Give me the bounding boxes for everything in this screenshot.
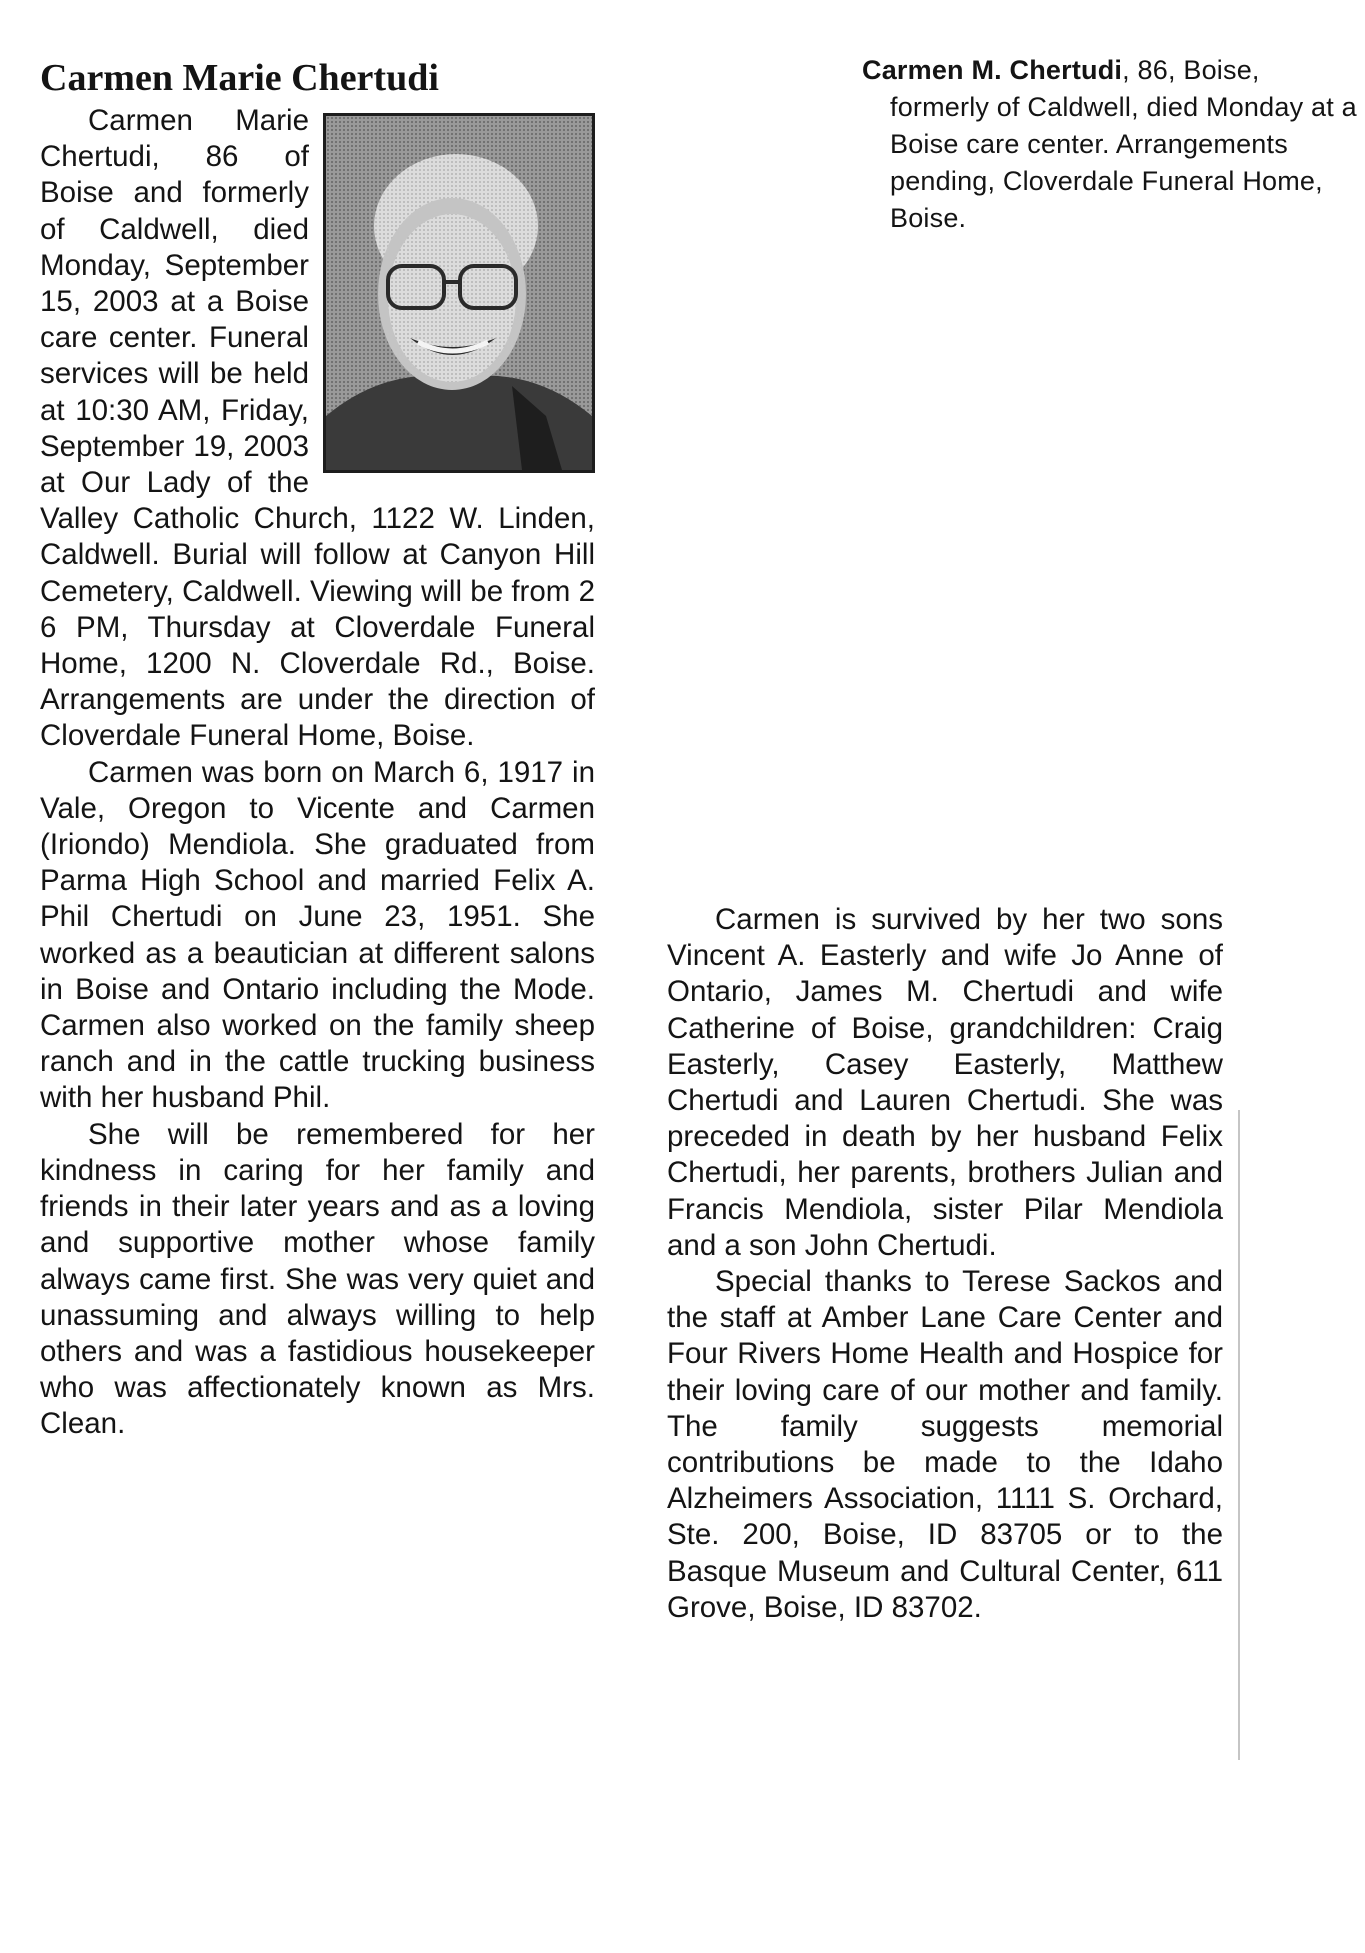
obituary-paragraph-survivors: Carmen is survived by her two sons Vincent A. Easterly and wife Jo Anne of Ontario, James M. Chertudi and wife Catherine of Boise, grandchildren: Craig Easterly, Casey Easterly, Matthew Chertudi and Lauren Chertudi. She was preceded in death by her husband Felix Chertudi, her parents, brothers Julian and Francis Mendiola, sister Pilar Mendiola and a son John Chertudi. (667, 903, 1223, 1262)
obituary-paragraph-thanks: Special thanks to Terese Sackos and the staff at Amber Lane Care Center and Four Rivers Home Health and Hospice for their loving care of our mother and family. The family suggests memorial contributions be made to the Idaho Alzheimers Association, 1111 S. Orchard, Ste. 200, Boise, ID 83705 or to the Basque Museum and Cultural Center, 611 Grove, Boise, ID 83702. (667, 1265, 1223, 1624)
obituary-paragraph-services (40, 103, 595, 755)
notice-text: , 86, Boise, formerly of Caldwell, died Monday at a Boise care center. Arrangements pending, Cloverdale Funeral Home, Boise. (890, 55, 1357, 233)
column-edge-rule (1238, 1110, 1240, 1760)
portrait-illustration (326, 116, 592, 470)
obituary-headline: Carmen Marie Chertudi (40, 57, 439, 99)
main-obituary-column (40, 55, 595, 1443)
portrait-photo (323, 113, 595, 473)
obituary-paragraph-remembrance: She will be remembered for her kindness in caring for her family and friends in their later years and as a loving and supportive mother whose family always came first. She was very quiet and unassuming and always willing to help others and was a fastidious housekeeper who was affectionately known as Mrs. Clean. (40, 1117, 595, 1441)
obituary-body (40, 103, 595, 1443)
notice-name: Carmen M. Chertudi (862, 55, 1123, 85)
obituary-paragraph-biography: Carmen was born on March 6, 1917 in Vale, Oregon to Vicente and Carmen (Iriondo) Mendiola. She graduated from Parma High School and married Felix A. Phil Chertudi on June 23, 1951. She worked as a beautician at different salons in Boise and Ontario including the Mode. Carmen also worked on the family sheep ranch and in the cattle trucking business with her husband Phil. (40, 755, 595, 1115)
survivors-column (667, 902, 1223, 1626)
paragraph-text: Carmen Marie Chertudi, 86 of Boise and formerly of Caldwell, died Monday, September 15, 2003 at a Boise care center. Funeral services will be held at 10:30 AM, Friday, September 19, 2003 at Our Lady of the Valley Catholic Church, 1122 W. Linden, Caldwell. Burial will follow at Canyon Hill Cemetery, Caldwell. Viewing will be from 2 6 PM, Thursday at Cloverdale Funeral Home, 1200 N. Cloverdale Rd., Boise. Arrangements are under the direction of Cloverdale Funeral Home, Boise. (40, 104, 595, 753)
death-notice (862, 52, 1360, 237)
